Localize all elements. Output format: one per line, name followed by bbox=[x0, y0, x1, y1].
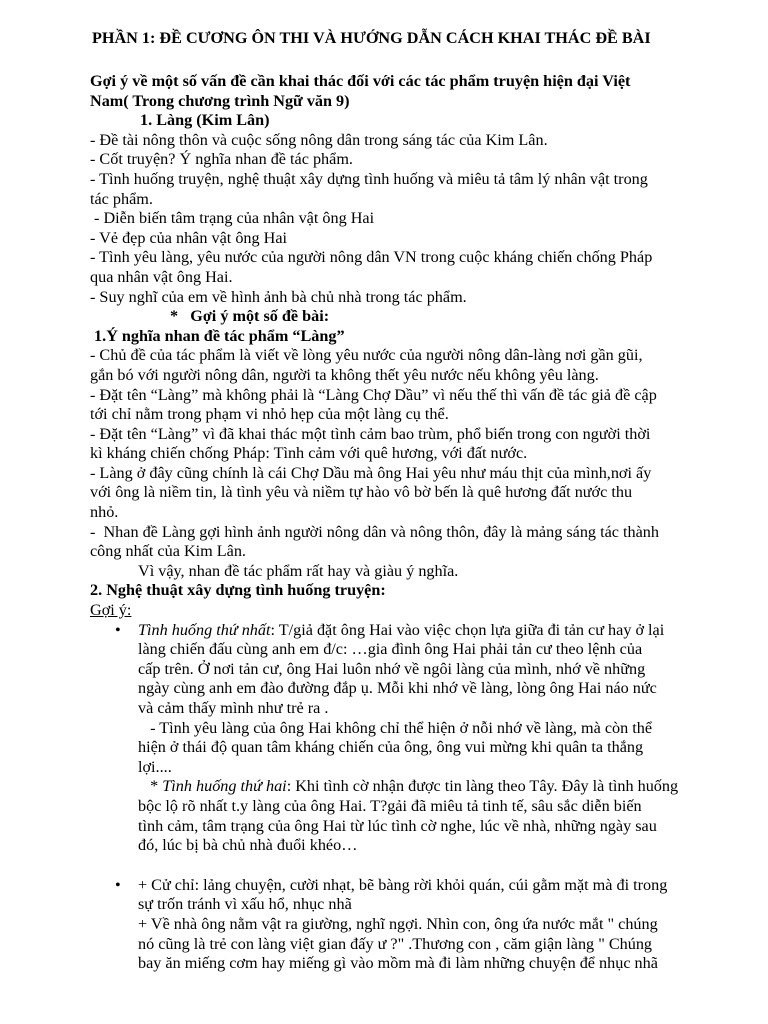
question-2-heading: 2. Nghệ thuật xây dựng tình huống truyện: bbox=[90, 581, 386, 600]
q1-line: - Chủ đề của tác phẩm là viết về lòng yêu nước của người nông dân-làng nơi gần gũi, bbox=[90, 346, 643, 365]
bullet-1-line: và cảm thấy mình như trẻ ra . bbox=[138, 699, 329, 717]
bullet-1-para2-line: - Tình yêu làng của ông Hai không chỉ thể hiện ở nỗi nhớ về làng, mà còn thể bbox=[138, 718, 653, 737]
bullet-1-line: cấp trên. Ở nơi tản cư, ông Hai luôn nhớ về ngôi làng của mình, nhớ về những bbox=[138, 659, 646, 678]
q1-conclusion: Vì vậy, nhan đề tác phẩm rất hay và giàu ý nghĩa. bbox=[138, 561, 459, 580]
intro-line: - Diễn biến tâm trạng của nhân vật ông Hai bbox=[90, 209, 375, 228]
bullet-1-para2-line: lợi.... bbox=[138, 757, 172, 776]
bullet-2-line: + Cử chỉ: lảng chuyện, cười nhạt, bẽ bàng rời khỏi quán, cúi gằm mặt mà đi trong bbox=[138, 875, 668, 894]
bullet-2-line: nó cũng là trẻ con làng việt gian đấy ư ?" .Thương con , căm giận làng " Chúng bbox=[138, 934, 653, 953]
intro-line: - Vẻ đẹp của nhân vật ông Hai bbox=[90, 228, 288, 247]
list-item bbox=[90, 621, 728, 856]
bullet-1-line: ngày cùng anh em đào đường đắp ụ. Mỗi khi nhớ về làng, lòng ông Hai náo nức bbox=[138, 679, 657, 698]
q1-line: công nhất của Kim Lân. bbox=[90, 542, 246, 561]
bullet-2-line: + Về nhà ông nằm vật ra giường, nghĩ ngợi. Nhìn con, ông ứa nước mắt " chúng bbox=[138, 914, 658, 933]
q1-line: tới chỉ nằm trong phạm vi nhỏ hẹp của một làng cụ thể. bbox=[90, 405, 449, 424]
situation-1-text: : T/giả đặt ông Hai vào việc chọn lựa giữa đi tản cư hay ở lại bbox=[270, 620, 665, 639]
bullet-1-para3-line: tình cảm, tâm trạng của ông Hai từ lúc tình cờ nghe, lúc về nhà, những ngày sau bbox=[138, 816, 657, 835]
bullet-1-situation-2-line bbox=[138, 777, 728, 797]
q1-line: - Làng ở đây cũng chính là cái Chợ Dầu mà ông Hai yêu như máu thịt của mình,nơi ấy bbox=[90, 463, 652, 482]
bullet-2-line: bay ăn miếng cơm hay miếng gì vào mồm mà đi làm những chuyện để nhục nhã bbox=[138, 954, 658, 973]
heading-line-1: Gợi ý về một số vấn đề cần khai thác đối với các tác phẩm truyện hiện đại Việt bbox=[90, 72, 631, 90]
q1-line: nhỏ. bbox=[90, 503, 119, 522]
bullet-1-first-line bbox=[138, 621, 728, 641]
intro-line: - Tình yêu làng, yêu nước của người nông dân VN trong cuộc kháng chiến chống Pháp bbox=[90, 248, 653, 267]
q1-line: với ông là niềm tin, là tình yêu và niềm tự hào vô bờ bến là quê hương đất nước thu bbox=[90, 483, 633, 502]
document-title: PHẦN 1: ĐỀ CƯƠNG ÔN THI VÀ HƯỚNG DẪN CÁCH KHAI THÁC ĐỀ BÀI bbox=[92, 29, 651, 47]
intro-line: qua nhân vật ông Hai. bbox=[90, 267, 233, 286]
q1-line: - Đặt tên “Làng” mà không phải là “Làng Chợ Dầu” vì nếu thế thì vấn đề tác giả đề cập bbox=[90, 385, 657, 404]
star-prefix: * bbox=[138, 777, 163, 796]
suggest-heading: * Gợi ý một số đề bài: bbox=[170, 307, 330, 326]
lesson-title: 1. Làng (Kim Lân) bbox=[140, 111, 270, 130]
situation-1-label: Tình huống thứ nhất bbox=[138, 620, 271, 639]
question-1-heading: 1.Ý nghĩa nhan đề tác phẩm “Làng” bbox=[90, 326, 345, 345]
heading-line-2: Nam( Trong chương trình Ngữ văn 9) bbox=[90, 91, 350, 110]
bullet-icon: • bbox=[115, 620, 121, 639]
situation-2-label: Tình huống thứ hai bbox=[162, 777, 287, 796]
q1-line: kì kháng chiến chống Pháp: Tình cảm với quê hương, với đất nước. bbox=[90, 444, 528, 463]
bullet-icon: • bbox=[115, 875, 121, 894]
bullet-2-line: sự trốn tránh vì xấu hổ, nhục nhã bbox=[138, 895, 352, 914]
bullet-1-para3-line: đó, lúc bị bà chủ nhà đuổi khéo… bbox=[138, 836, 358, 855]
intro-line: - Suy nghĩ của em về hình ảnh bà chủ nhà trong tác phẩm. bbox=[90, 287, 467, 306]
bullet-list bbox=[90, 621, 728, 974]
bullet-1-line: làng chiến đấu cùng anh em đ/c: …gia đình ông Hai phải tản cư theo lệnh của bbox=[138, 640, 643, 659]
q1-line: gắn bó với người nông dân, người ta không thết yêu nước nếu không yêu làng. bbox=[90, 365, 599, 384]
intro-line: - Cốt truyện? Ý nghĩa nhan đề tác phẩm. bbox=[90, 150, 353, 169]
intro-line: - Đề tài nông thôn và cuộc sống nông dân trong sáng tác của Kim Lân. bbox=[90, 130, 548, 149]
bullet-1-para2-line: hiện ở thái độ quan tâm kháng chiến của ông, ông vui mừng khi quân ta thắng bbox=[138, 738, 644, 757]
q1-line: - Nhan đề Làng gợi hình ảnh người nông dân và nông thôn, đây là mảng sáng tác thành bbox=[90, 522, 659, 541]
list-item bbox=[90, 876, 728, 974]
intro-line: - Tình huống truyện, nghệ thuật xây dựng tình huống và miêu tả tâm lý nhân vật trong bbox=[90, 169, 648, 188]
spacer bbox=[90, 52, 728, 72]
q1-line: - Đặt tên “Làng” vì đã khai thác một tình cảm bao trùm, phổ biến trong con người thời bbox=[90, 424, 651, 443]
goi-y-label: Gợi ý: bbox=[90, 601, 132, 620]
situation-2-text: : Khi tình cờ nhận được tin làng theo Tây. Đây là tình huống bbox=[286, 777, 679, 796]
intro-line: tác phẩm. bbox=[90, 189, 153, 208]
bullet-1-para3-line: bộc lộ rõ nhất t.y làng của ông Hai. T?gải đã miêu tả tinh tế, sâu sắc diễn biến bbox=[138, 796, 642, 815]
